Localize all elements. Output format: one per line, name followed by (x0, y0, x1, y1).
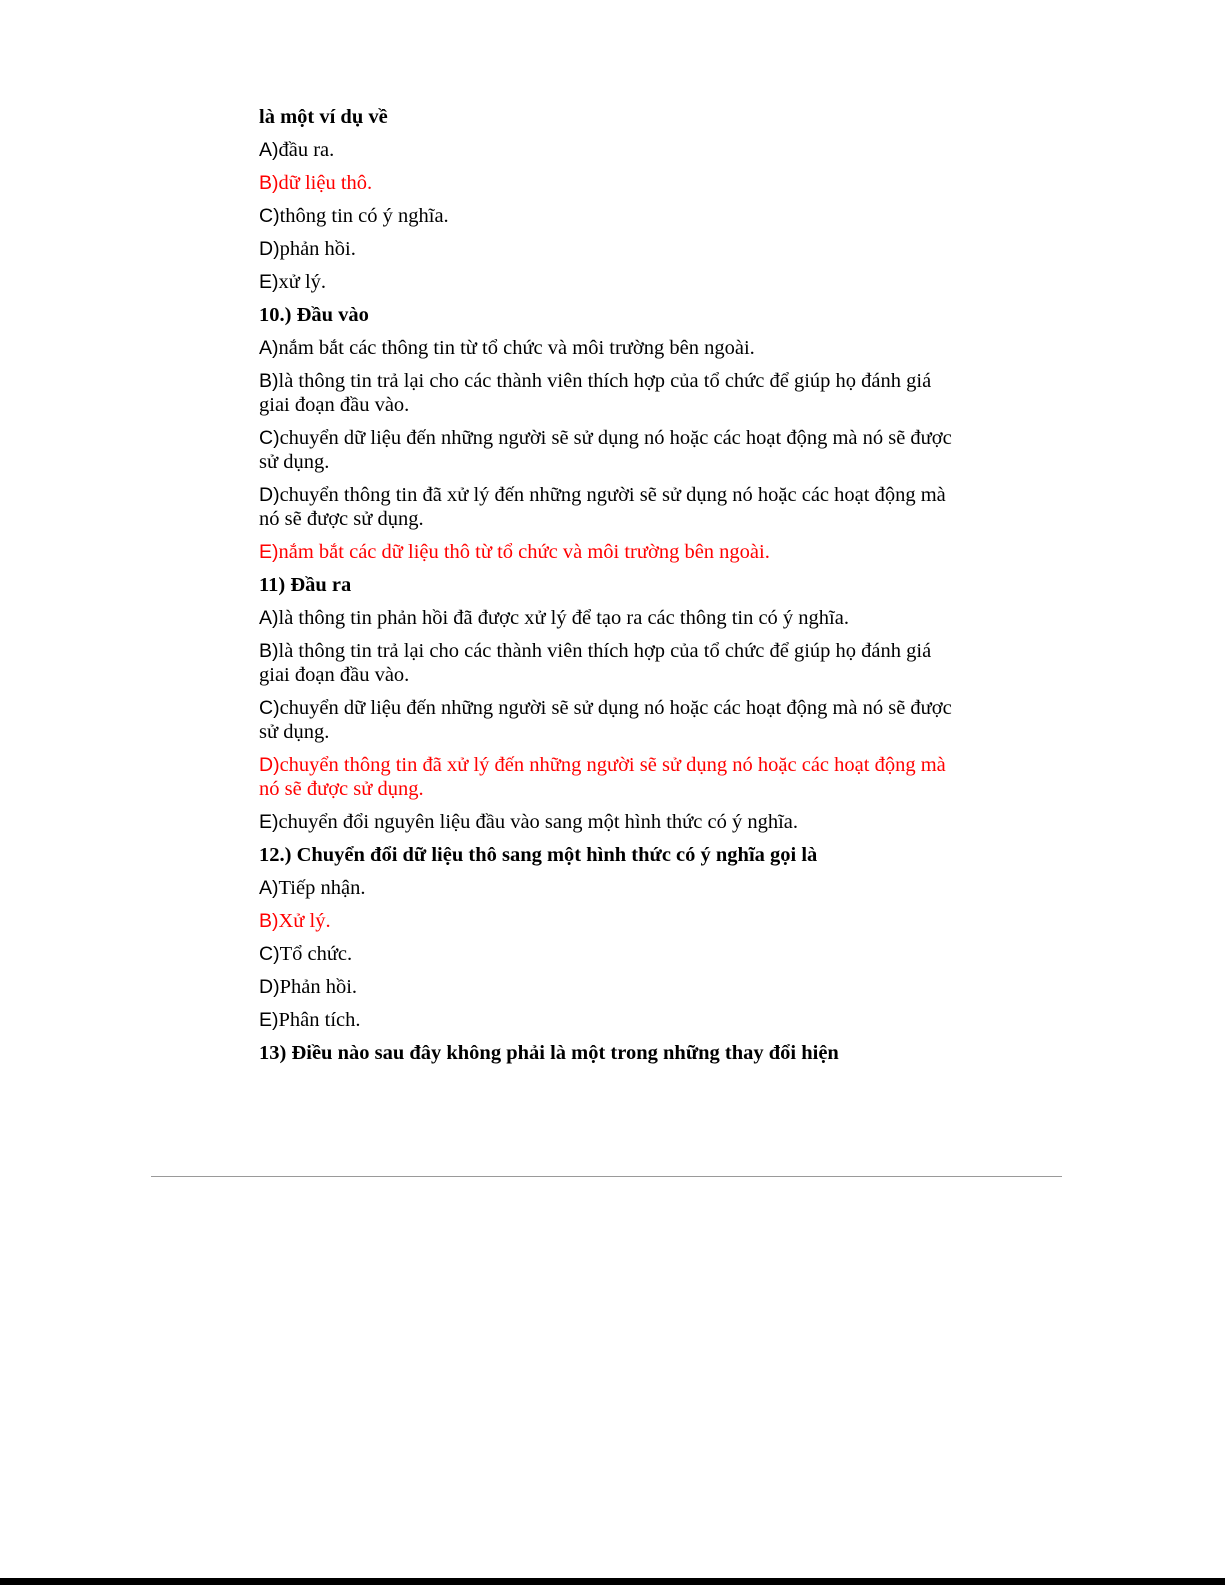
question-12-text: 12.) Chuyển đổi dữ liệu thô sang một hình thức có ý nghĩa gọi là (259, 844, 818, 866)
question-11-option-b (259, 639, 959, 687)
question-9-text: là một ví dụ về (259, 106, 388, 128)
option-text: là thông tin trả lại cho các thành viên thích hợp của tổ chức để giúp họ đánh giá giai đoạn đầu vào. (259, 640, 932, 686)
page-divider (151, 1176, 1062, 1177)
option-letter: C) (259, 427, 280, 449)
option-letter: E) (259, 541, 279, 563)
page-bottom-edge (0, 1578, 1225, 1585)
option-letter: A) (259, 607, 279, 629)
option-letter: E) (259, 811, 279, 833)
option-letter: B) (259, 640, 279, 662)
question-12-option-a (259, 876, 959, 900)
option-text: Phân tích. (278, 1009, 361, 1031)
option-text: là thông tin phản hồi đã được xử lý để tạo ra các thông tin có ý nghĩa. (278, 607, 849, 629)
option-text: là thông tin trả lại cho các thành viên thích hợp của tổ chức để giúp họ đánh giá giai đoạn đầu vào. (259, 370, 932, 416)
option-letter: D) (259, 484, 280, 506)
question-11-option-a (259, 606, 959, 630)
option-text: chuyển thông tin đã xử lý đến những người sẽ sử dụng nó hoặc các hoạt động mà nó sẽ được sử dụng. (259, 484, 946, 530)
question-11-option-d-correct (259, 753, 959, 801)
option-text: Phản hồi. (279, 976, 358, 998)
option-letter: A) (259, 139, 279, 161)
option-text: xử lý. (278, 271, 327, 293)
option-text: Tổ chức. (279, 943, 353, 965)
option-text: phản hồi. (279, 238, 356, 260)
question-9-option-b-correct (259, 171, 959, 195)
option-text: chuyển dữ liệu đến những người sẽ sử dụng nó hoặc các hoạt động mà nó sẽ được sử dụng. (259, 697, 952, 743)
option-letter: B) (259, 370, 279, 392)
question-10-option-a (259, 336, 959, 360)
option-letter: A) (259, 877, 279, 899)
question-12-option-b-correct (259, 909, 959, 933)
question-9-option-d (259, 237, 959, 261)
option-letter: B) (259, 172, 279, 194)
question-9-option-e (259, 270, 959, 294)
option-letter: D) (259, 976, 280, 998)
question-12-option-c (259, 942, 959, 966)
question-11-text: 11) Đầu ra (259, 574, 352, 596)
option-letter: C) (259, 205, 280, 227)
option-letter: A) (259, 337, 279, 359)
option-letter: E) (259, 1009, 279, 1031)
question-10-text: 10.) Đầu vào (259, 304, 369, 326)
question-9-option-a (259, 138, 959, 162)
option-text: thông tin có ý nghĩa. (279, 205, 449, 227)
option-text: chuyển thông tin đã xử lý đến những người sẽ sử dụng nó hoặc các hoạt động mà nó sẽ được sử dụng. (259, 754, 946, 800)
option-text: nắm bắt các dữ liệu thô từ tổ chức và môi trường bên ngoài. (278, 541, 770, 563)
option-text: đầu ra. (278, 139, 335, 161)
option-text: Tiếp nhận. (278, 877, 366, 899)
option-letter: E) (259, 271, 279, 293)
question-13-text: 13) Điều nào sau đây không phải là một trong những thay đổi hiện (259, 1042, 839, 1064)
option-text: Xử lý. (278, 910, 331, 932)
question-11-option-e (259, 810, 959, 834)
question-12-option-d (259, 975, 959, 999)
page-content (259, 105, 959, 1074)
question-10-option-b (259, 369, 959, 417)
option-letter: D) (259, 238, 280, 260)
option-text: dữ liệu thô. (278, 172, 373, 194)
question-12-option-e (259, 1008, 959, 1032)
option-text: nắm bắt các thông tin từ tổ chức và môi trường bên ngoài. (278, 337, 755, 359)
question-10-option-e-correct (259, 540, 959, 564)
question-9-option-c (259, 204, 959, 228)
option-text: chuyển đổi nguyên liệu đầu vào sang một hình thức có ý nghĩa. (278, 811, 799, 833)
option-letter: D) (259, 754, 280, 776)
question-11-option-c (259, 696, 959, 744)
option-letter: B) (259, 910, 279, 932)
option-text: chuyển dữ liệu đến những người sẽ sử dụng nó hoặc các hoạt động mà nó sẽ được sử dụng. (259, 427, 952, 473)
option-letter: C) (259, 943, 280, 965)
question-10-option-d (259, 483, 959, 531)
question-10-option-c (259, 426, 959, 474)
option-letter: C) (259, 697, 280, 719)
